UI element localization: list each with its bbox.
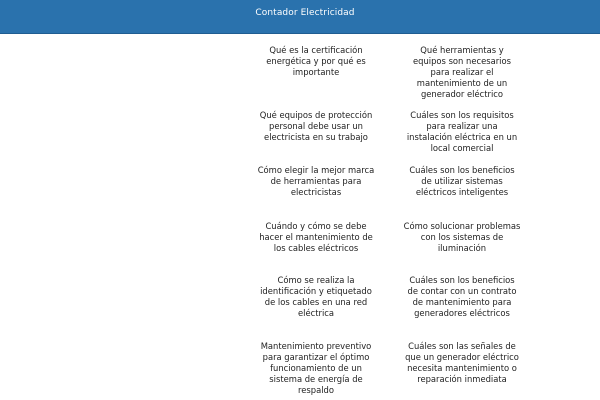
article-link[interactable]: Cuáles son los requisitos para realizar una instalación eléctrica en un local comercial (406, 110, 518, 153)
article-link[interactable]: Mantenimiento preventivo para garantizar el óptimo funcionamiento de un sistema de energía de respaldo (260, 341, 372, 395)
article-link[interactable]: Cómo elegir la mejor marca de herramientas para electricistas (257, 165, 375, 197)
article-link[interactable]: Cómo solucionar problemas con los sistemas de iluminación (403, 221, 521, 253)
article-link[interactable]: Qué es la certificación energética y por qué es importante (266, 45, 366, 77)
article-link[interactable]: Cuáles son los beneficios de utilizar sistemas eléctricos inteligentes (409, 165, 515, 197)
article-link[interactable]: Cuáles son los beneficios de contar con un contrato de mantenimiento para generadores eléctricos (407, 275, 517, 318)
site-title[interactable]: Contador Electricidad (255, 8, 355, 18)
article-link[interactable]: Qué herramientas y equipos son necesarios para realizar el mantenimiento de un generador eléctrico (413, 45, 511, 99)
article-link[interactable]: Cómo se realiza la identificación y etiquetado de los cables en una red eléctrica (260, 275, 372, 318)
article-link[interactable]: Cuándo y cómo se debe hacer el mantenimiento de los cables eléctricos (259, 221, 373, 253)
article-link[interactable]: Cuáles son las señales de que un generador eléctrico necesita mantenimiento o reparación inmediata (405, 341, 519, 384)
top-header (0, 0, 600, 34)
article-link[interactable]: Qué equipos de protección personal debe usar un electricista en su trabajo (259, 110, 373, 142)
